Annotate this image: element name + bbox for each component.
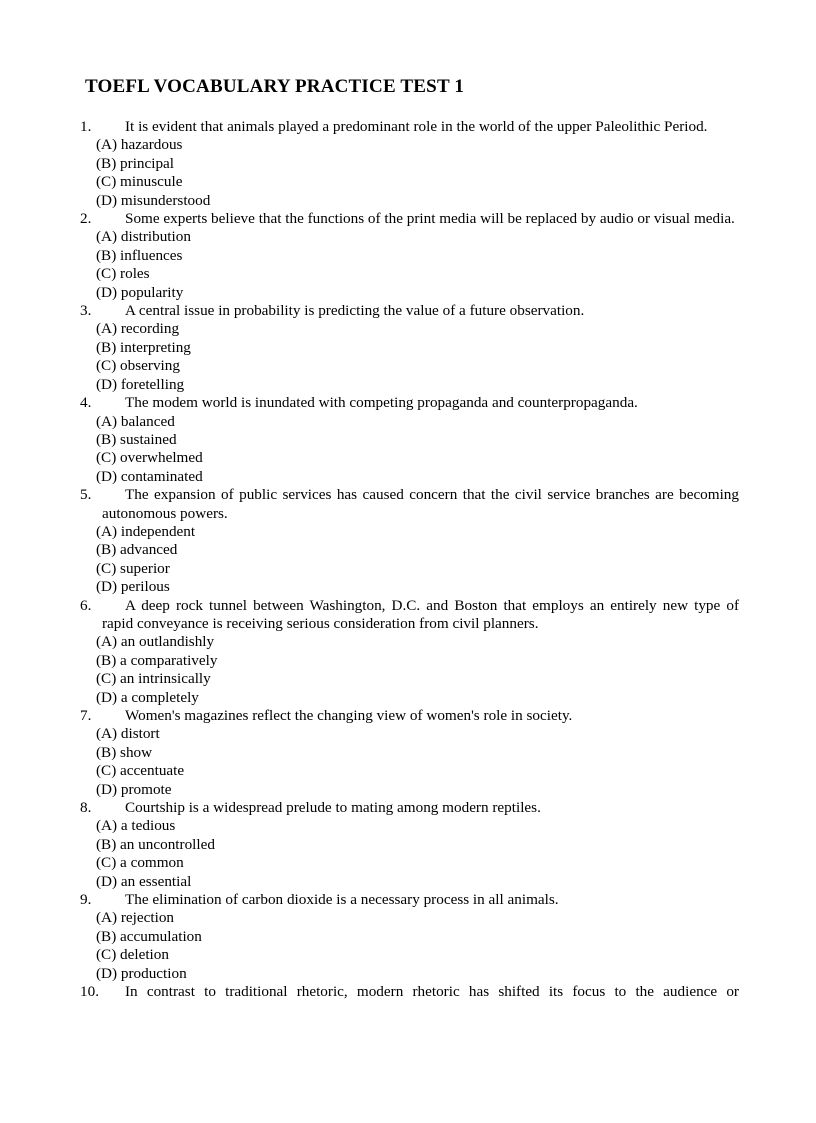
question-7 <box>0 707 816 799</box>
answer-options <box>0 523 816 597</box>
answer-option: (B) advanced <box>96 541 178 559</box>
question-number: 8. <box>80 799 92 817</box>
answer-options <box>0 633 816 707</box>
question-9 <box>0 891 816 983</box>
question-stem: A central issue in probability is predicting the value of a future observation. <box>125 302 585 320</box>
answer-options <box>0 413 816 487</box>
answer-options <box>0 817 816 891</box>
question-number: 9. <box>80 891 92 909</box>
question-number: 7. <box>80 707 92 724</box>
answer-option: (C) minuscule <box>96 173 183 191</box>
answer-option: (B) accumulation <box>96 927 202 945</box>
question-stem: The expansion of public services has caused concern that the civil service branches are becoming autonomous powers. <box>102 486 739 522</box>
answer-option: (C) superior <box>96 559 170 577</box>
answer-option: (D) contaminated <box>96 467 203 485</box>
answer-option: (A) balanced <box>96 412 175 430</box>
question-stem: The elimination of carbon dioxide is a necessary process in all animals. <box>125 891 559 909</box>
question-stem: In contrast to traditional rhetoric, modern rhetoric has shifted its focus to the audience or <box>125 983 739 1001</box>
answer-option: (D) an essential <box>96 872 192 890</box>
question-3 <box>0 302 816 394</box>
answer-option: (A) hazardous <box>96 136 183 154</box>
answer-option: (B) interpreting <box>96 338 191 356</box>
question-number: 2. <box>80 210 92 228</box>
answer-option: (A) recording <box>96 320 180 338</box>
answer-option: (D) a completely <box>96 688 199 706</box>
answer-option: (C) accentuate <box>96 762 185 780</box>
answer-option: (A) rejection <box>96 909 175 927</box>
question-stem: The modem world is inundated with competing propaganda and counterpropaganda. <box>125 394 638 412</box>
answer-option: (B) a comparatively <box>96 651 218 669</box>
question-stem: Women's magazines reflect the changing view of women's role in society. <box>125 707 573 724</box>
question-number: 10. <box>80 983 99 1001</box>
answer-option: (C) a common <box>96 854 184 872</box>
question-stem: A deep rock tunnel between Washington, D.C. and Boston that employs an entirely new type of rapid conveyance is receiving serious consideration from civil planners. <box>102 596 739 632</box>
answer-option: (D) misunderstood <box>96 191 211 209</box>
question-number: 4. <box>80 394 92 412</box>
question-stem: Courtship is a widespread prelude to mating among modern reptiles. <box>125 799 541 817</box>
answer-option: (D) foretelling <box>96 375 185 393</box>
answer-option: (C) roles <box>96 265 150 283</box>
answer-option: (B) sustained <box>96 430 177 448</box>
answer-option: (C) observing <box>96 357 180 375</box>
answer-option: (C) an intrinsically <box>96 670 211 688</box>
question-6 <box>0 597 816 707</box>
answer-options <box>0 909 816 983</box>
answer-options <box>0 228 816 302</box>
answer-options <box>0 320 816 394</box>
answer-option: (C) deletion <box>96 946 169 964</box>
question-8 <box>0 799 816 891</box>
answer-option: (D) production <box>96 964 187 982</box>
answer-option: (A) an outlandishly <box>96 633 215 651</box>
answer-option: (C) overwhelmed <box>96 449 203 467</box>
question-2 <box>0 210 816 302</box>
question-stem: It is evident that animals played a predominant role in the world of the upper Paleolithic Period. <box>125 118 708 135</box>
question-5 <box>0 486 816 596</box>
answer-options <box>0 136 816 210</box>
answer-option: (B) principal <box>96 154 175 172</box>
answer-option: (A) a tedious <box>96 817 176 835</box>
answer-option: (A) distort <box>96 725 160 743</box>
answer-option: (D) perilous <box>96 578 170 596</box>
answer-options <box>0 725 816 799</box>
answer-option: (B) an uncontrolled <box>96 835 215 853</box>
answer-option: (B) show <box>96 743 153 761</box>
page-title: TOEFL VOCABULARY PRACTICE TEST 1 <box>85 76 465 97</box>
answer-option: (A) distribution <box>96 228 191 246</box>
question-list <box>0 118 816 1002</box>
answer-option: (A) independent <box>96 522 196 540</box>
question-number: 1. <box>80 118 92 135</box>
question-10 <box>0 983 816 1001</box>
answer-option: (D) promote <box>96 780 172 798</box>
question-1 <box>0 118 816 210</box>
question-number: 3. <box>80 302 92 320</box>
question-number: 5. <box>80 486 92 504</box>
answer-option: (B) influences <box>96 246 183 264</box>
question-number: 6. <box>80 596 92 614</box>
question-stem: Some experts believe that the functions of the print media will be replaced by audio or visual media. <box>125 210 735 228</box>
question-4 <box>0 394 816 486</box>
answer-option: (D) popularity <box>96 283 184 301</box>
